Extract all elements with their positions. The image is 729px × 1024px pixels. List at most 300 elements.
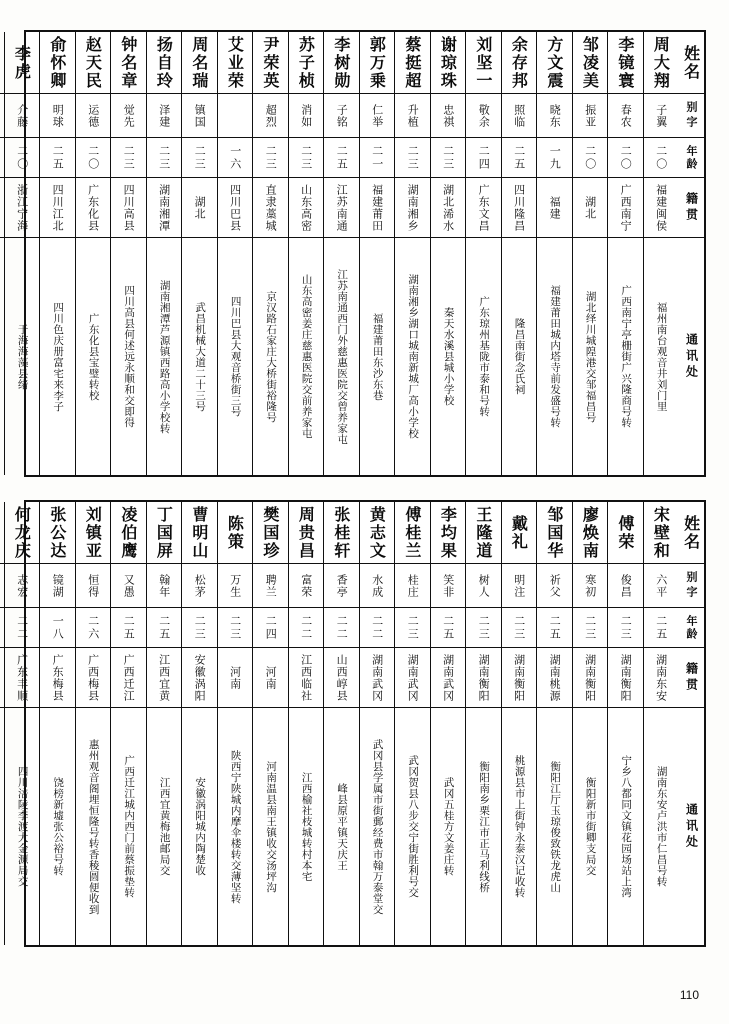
- table-row: [4, 502, 40, 945]
- cell-alias-text: 运德: [86, 103, 100, 128]
- cell-name: [111, 502, 146, 564]
- cell-origin-text: 直隶藁城: [264, 183, 278, 232]
- header-address: [678, 238, 704, 475]
- cell-origin-text: 湖南武冈: [370, 653, 384, 702]
- page-number: 110: [679, 988, 699, 1002]
- cell-name-text: 李均果: [438, 505, 458, 560]
- cell-name-text: 李树勋: [331, 35, 351, 90]
- cell-origin: [502, 648, 537, 708]
- cell-address: [573, 238, 608, 475]
- cell-alias: [218, 564, 253, 608]
- cell-name-text: 陈策: [225, 514, 245, 551]
- cell-alias: [502, 94, 537, 138]
- cell-address: [182, 708, 217, 945]
- cell-origin-text: 湖南湘乡: [406, 183, 420, 232]
- cell-alias: [608, 94, 643, 138]
- cell-alias: [395, 564, 430, 608]
- cell-age: [5, 138, 40, 178]
- header-origin-label: 籍贯: [684, 661, 699, 694]
- cell-address-text: 安徽涡阳城内陶楚收: [194, 777, 207, 876]
- cell-alias: [111, 94, 146, 138]
- cell-alias-text: 祈父: [548, 573, 562, 598]
- cell-age-text: 一六: [228, 144, 242, 171]
- cell-age: [218, 138, 253, 178]
- cell-name: [395, 32, 430, 94]
- cell-origin-text: 四川隆昌: [512, 183, 526, 232]
- table-row: [181, 502, 217, 945]
- cell-origin-text: 四川高县: [122, 183, 136, 232]
- cell-address: [608, 708, 643, 945]
- cell-age-text: 二五: [157, 614, 171, 641]
- cell-alias: [182, 94, 217, 138]
- cell-origin-text: 四川江北: [51, 183, 65, 232]
- cell-origin-text: 湖北浠水: [441, 183, 455, 232]
- cell-name-text: 张公达: [47, 505, 67, 560]
- cell-age: [608, 608, 643, 648]
- cell-age-text: 二五: [122, 614, 136, 641]
- table-row: [501, 32, 537, 475]
- cell-name: [395, 502, 430, 564]
- cell-origin-text: 江苏南通: [335, 183, 349, 232]
- cell-name: [5, 32, 40, 94]
- cell-origin: [111, 178, 146, 238]
- cell-alias: [5, 94, 40, 138]
- cell-age: [40, 138, 75, 178]
- cell-address: [466, 238, 501, 475]
- cell-name-text: 李虎: [12, 44, 32, 81]
- cell-origin: [466, 178, 501, 238]
- cell-name: [431, 502, 466, 564]
- table-row: [146, 32, 182, 475]
- cell-alias-text: 明球: [51, 103, 65, 128]
- cell-age-text: 二四: [477, 144, 491, 171]
- cell-name-text: 艾业荣: [225, 35, 245, 90]
- cell-name-text: 郭万乗: [367, 35, 387, 90]
- cell-origin: [324, 648, 359, 708]
- cell-address: [324, 708, 359, 945]
- cell-origin-text: 广西南宁: [619, 183, 633, 232]
- cell-age: [324, 608, 359, 648]
- cell-address: [182, 238, 217, 475]
- cell-age-text: 二五: [654, 614, 668, 641]
- cell-age-text: 二三: [406, 144, 420, 171]
- cell-alias: [111, 564, 146, 608]
- cell-address-text: 山东高密姜庄慈惠医院交前养家屯: [300, 274, 313, 439]
- cell-origin: [147, 648, 182, 708]
- cell-age: [324, 138, 359, 178]
- cell-origin-text: 湖南湘潭: [157, 183, 171, 232]
- cell-origin: [537, 648, 572, 708]
- cell-age-text: 二三: [512, 614, 526, 641]
- cell-age: [644, 608, 679, 648]
- cell-name-text: 蔡挺超: [402, 35, 422, 90]
- cell-address-text: 湖北绎川城隍港交邹福昌号: [584, 290, 597, 423]
- cell-alias: [395, 94, 430, 138]
- cell-address-text: 武冈县学属市街郵经费市翰万泰堂交: [371, 738, 384, 915]
- cell-age: [360, 138, 395, 178]
- cell-address: [147, 238, 182, 475]
- table-row: [359, 502, 395, 945]
- table-row: [465, 32, 501, 475]
- cell-address-text: 广西迁江城内西门前蔡振垫转: [123, 755, 136, 898]
- cell-alias: [76, 94, 111, 138]
- cell-age-text: 二五: [548, 614, 562, 641]
- table-row: [607, 502, 643, 945]
- cell-origin-text: 湖南武冈: [441, 653, 455, 702]
- header-age-label: 年龄: [684, 614, 698, 641]
- cell-age-text: 二二: [299, 614, 313, 641]
- cell-age: [502, 608, 537, 648]
- table-row: [39, 502, 75, 945]
- cell-alias: [253, 564, 288, 608]
- cell-alias: [40, 564, 75, 608]
- cell-name-text: 李镜寰: [615, 35, 635, 90]
- cell-age-text: 二四: [264, 614, 278, 641]
- cell-address: [218, 708, 253, 945]
- cell-name-text: 钟名章: [118, 35, 138, 90]
- table-row: [288, 32, 324, 475]
- cell-age-text: 二三: [406, 614, 420, 641]
- field-header-column: [678, 32, 704, 475]
- cell-alias-text: 升植: [406, 103, 420, 128]
- cell-address-text: 武昌机械大道二十三号: [194, 301, 207, 412]
- cell-alias-text: 志宏: [15, 573, 29, 598]
- cell-alias: [182, 564, 217, 608]
- cell-address: [40, 708, 75, 945]
- cell-alias-text: 觉先: [122, 103, 136, 128]
- cell-origin: [431, 648, 466, 708]
- cell-alias: [147, 564, 182, 608]
- cell-address-text: 于海海藻县绪: [16, 323, 29, 390]
- cell-age-text: 二二: [15, 614, 29, 641]
- cell-name-text: 戴礼: [509, 514, 529, 551]
- cell-address: [111, 238, 146, 475]
- cell-name-text: 丁国屏: [154, 505, 174, 560]
- table-row: [643, 32, 679, 475]
- cell-age-text: 二〇: [86, 144, 100, 171]
- cell-age: [395, 138, 430, 178]
- cell-alias: [537, 564, 572, 608]
- cell-age-text: 二二: [370, 614, 384, 641]
- cell-alias-text: 寒初: [583, 573, 597, 598]
- cell-age: [111, 138, 146, 178]
- cell-name-text: 扬自玲: [154, 35, 174, 90]
- cell-address: [431, 238, 466, 475]
- cell-address-text: 惠州观音阁埋恒隆号转香稜圆便收到: [87, 738, 100, 915]
- cell-address: [289, 238, 324, 475]
- cell-age: [182, 138, 217, 178]
- table-row: [110, 32, 146, 475]
- cell-alias-text: 晓东: [548, 103, 562, 128]
- cell-alias: [573, 94, 608, 138]
- cell-address-text: 四川色庆册富宅来李子: [52, 301, 65, 412]
- cell-address: [608, 238, 643, 475]
- cell-address: [253, 708, 288, 945]
- header-alias: [678, 94, 704, 138]
- cell-origin: [40, 178, 75, 238]
- cell-name-text: 刘坚一: [473, 35, 493, 90]
- cell-alias: [253, 94, 288, 138]
- cell-alias-text: 六平: [654, 573, 668, 598]
- cell-address-text: 衡阳新市街卿支局交: [584, 777, 597, 876]
- cell-name: [537, 502, 572, 564]
- cell-origin-text: 浙江宁海: [15, 183, 29, 232]
- cell-origin: [573, 178, 608, 238]
- cell-alias-text: 子铭: [335, 103, 349, 128]
- cell-origin: [289, 648, 324, 708]
- cell-alias-text: 恒得: [86, 573, 100, 598]
- cell-address-text: 广东化县宝璧转校: [87, 312, 100, 401]
- cell-age: [608, 138, 643, 178]
- cell-name-text: 余存邦: [509, 35, 529, 90]
- table-row: [217, 502, 253, 945]
- cell-origin-text: 四川巴县: [228, 183, 242, 232]
- cell-alias: [147, 94, 182, 138]
- cell-alias-text: 水成: [370, 573, 384, 598]
- cell-age: [289, 138, 324, 178]
- cell-origin: [289, 178, 324, 238]
- cell-name-text: 俞怀卿: [47, 35, 67, 90]
- table-row: [536, 32, 572, 475]
- cell-address-text: 湖南湘潭芦源镇西路高小学校转: [158, 279, 171, 434]
- cell-address: [5, 238, 40, 475]
- cell-alias-text: 忠祺: [441, 103, 455, 128]
- cell-address-text: 四川高县何述远永顺和交即得: [123, 285, 136, 428]
- cell-age: [466, 608, 501, 648]
- cell-alias-text: 翰年: [157, 573, 171, 598]
- header-alias-label: 别字: [684, 570, 698, 601]
- cell-address: [466, 708, 501, 945]
- cell-age-text: 二〇: [654, 144, 668, 171]
- header-name: [678, 32, 704, 94]
- cell-alias-text: 明注: [512, 573, 526, 598]
- cell-alias: [40, 94, 75, 138]
- table-row: [536, 502, 572, 945]
- cell-origin-text: 湖南衡阳: [512, 653, 526, 702]
- cell-name: [289, 32, 324, 94]
- table-row: [394, 32, 430, 475]
- cell-address: [431, 708, 466, 945]
- cell-age: [537, 138, 572, 178]
- cell-age: [76, 138, 111, 178]
- table-row: [501, 502, 537, 945]
- cell-age: [289, 608, 324, 648]
- header-alias: [678, 564, 704, 608]
- cell-alias-text: 笑非: [441, 573, 455, 598]
- cell-origin: [5, 648, 40, 708]
- cell-origin: [5, 178, 40, 238]
- header-age-label: 年龄: [684, 144, 698, 171]
- cell-alias: [466, 564, 501, 608]
- cell-name: [147, 32, 182, 94]
- cell-age: [76, 608, 111, 648]
- cell-age-text: 二五: [335, 144, 349, 171]
- cell-address-text: 武冈五桂方文姜庄转: [442, 777, 455, 876]
- cell-alias-text: 镜湖: [51, 573, 65, 598]
- cell-alias: [573, 564, 608, 608]
- cell-address-text: 河南温县南王镇收交汤坪沟: [265, 760, 278, 893]
- cell-alias-text: 消如: [299, 103, 313, 128]
- cell-origin: [431, 178, 466, 238]
- cell-origin-text: 安徽涡阳: [193, 653, 207, 702]
- cell-name-text: 赵天民: [83, 35, 103, 90]
- cell-name: [502, 502, 537, 564]
- cell-origin-text: 广东文昌: [477, 183, 491, 232]
- header-address: [678, 708, 704, 945]
- cell-age: [253, 608, 288, 648]
- cell-alias-text: 子翼: [654, 103, 668, 128]
- cell-alias-text: 香亭: [335, 573, 349, 598]
- cell-address-text: 四川涪陵李渡大金源局交: [16, 766, 29, 887]
- cell-address-text: 衡阳江厅玉琼俊致铁龙虎山: [549, 760, 562, 893]
- cell-origin: [608, 648, 643, 708]
- table-row: [252, 502, 288, 945]
- cell-alias: [360, 94, 395, 138]
- cell-age-text: 二三: [228, 614, 242, 641]
- cell-address-text: 江西宜黄梅池邮局交: [158, 777, 171, 876]
- cell-name-text: 邹凌美: [580, 35, 600, 90]
- cell-origin-text: 广东丰顺: [15, 653, 29, 702]
- cell-age: [644, 138, 679, 178]
- cell-address: [76, 708, 111, 945]
- cell-address-text: 福建莆田城内塔寺前发盛号转: [549, 285, 562, 428]
- cell-origin-text: 湖南衡阳: [583, 653, 597, 702]
- header-age: [678, 608, 704, 648]
- cell-name: [537, 32, 572, 94]
- cell-alias: [644, 94, 679, 138]
- cell-name: [573, 32, 608, 94]
- cell-origin-text: 广东梅县: [51, 653, 65, 702]
- roster-table-bottom: [12, 500, 706, 947]
- cell-age: [147, 608, 182, 648]
- cell-name-text: 周贵昌: [296, 505, 316, 560]
- cell-name-text: 傅荣: [615, 514, 635, 551]
- cell-age: [431, 608, 466, 648]
- cell-address: [502, 238, 537, 475]
- cell-origin-text: 广西梅县: [86, 653, 100, 702]
- cell-alias-text: 桂庄: [406, 573, 420, 598]
- cell-age: [573, 608, 608, 648]
- cell-name-text: 傅桂兰: [402, 505, 422, 560]
- cell-age-text: 二三: [157, 144, 171, 171]
- cell-alias: [360, 564, 395, 608]
- cell-name: [147, 502, 182, 564]
- cell-age: [218, 608, 253, 648]
- cell-alias: [76, 564, 111, 608]
- cell-origin: [395, 178, 430, 238]
- field-header-column: [678, 502, 704, 945]
- header-origin: [678, 648, 704, 708]
- cell-address-text: 隆昌南街念氏祠: [513, 318, 526, 395]
- table-row: [110, 502, 146, 945]
- cell-age-text: 二二: [335, 614, 349, 641]
- cell-name: [253, 502, 288, 564]
- cell-age-text: 二三: [193, 614, 207, 641]
- cell-name: [76, 502, 111, 564]
- header-origin-label: 籍贯: [684, 191, 699, 224]
- cell-address-text: 宁乡八都同文镇花园场站上湾: [620, 755, 633, 898]
- cell-alias: [324, 94, 359, 138]
- cell-origin: [253, 648, 288, 708]
- cell-address: [644, 238, 679, 475]
- header-address-label: 通讯处: [684, 802, 699, 851]
- cell-origin: [218, 178, 253, 238]
- cell-address-text: 饶榜新墟张公裕号转: [52, 777, 65, 876]
- cell-age: [537, 608, 572, 648]
- cell-age-text: 二三: [122, 144, 136, 171]
- cell-alias-text: 泽建: [157, 103, 171, 128]
- cell-name-text: 王隆道: [473, 505, 493, 560]
- cell-address: [5, 708, 40, 945]
- cell-address: [289, 708, 324, 945]
- table-row: [394, 502, 430, 945]
- cell-name: [466, 32, 501, 94]
- cell-name: [573, 502, 608, 564]
- cell-name: [324, 502, 359, 564]
- cell-origin: [182, 648, 217, 708]
- cell-alias: [537, 94, 572, 138]
- cell-address: [360, 708, 395, 945]
- cell-name: [40, 32, 75, 94]
- cell-address: [644, 708, 679, 945]
- cell-origin: [502, 178, 537, 238]
- cell-age-text: 二五: [51, 144, 65, 171]
- cell-name: [360, 502, 395, 564]
- cell-address: [111, 708, 146, 945]
- cell-alias-text: 仁举: [370, 103, 384, 128]
- table-row: [465, 502, 501, 945]
- cell-age-text: 二三: [264, 144, 278, 171]
- cell-alias-text: 春农: [619, 103, 633, 128]
- cell-origin: [218, 648, 253, 708]
- cell-origin-text: 湖北: [193, 195, 207, 220]
- cell-alias-text: 松茅: [193, 573, 207, 598]
- cell-age-text: 一八: [51, 614, 65, 641]
- cell-age-text: 二五: [441, 614, 455, 641]
- cell-origin: [537, 178, 572, 238]
- cell-name-text: 廖焕南: [580, 505, 600, 560]
- cell-alias: [324, 564, 359, 608]
- cell-address-text: 广西南宁亭栅街广兴隆商号转: [620, 285, 633, 428]
- cell-age-text: 二三: [299, 144, 313, 171]
- cell-age: [466, 138, 501, 178]
- cell-name-text: 邹国华: [544, 505, 564, 560]
- cell-address-text: 秦天水溪县城小学校: [442, 307, 455, 406]
- cell-origin-text: 福建: [548, 195, 562, 220]
- cell-alias: [431, 94, 466, 138]
- cell-name-text: 凌伯鹰: [118, 505, 138, 560]
- cell-name: [466, 502, 501, 564]
- cell-alias: [608, 564, 643, 608]
- cell-address-text: 江苏南通西门外慈惠医院交曾养家屯: [336, 268, 349, 445]
- cell-origin: [76, 178, 111, 238]
- cell-name: [218, 32, 253, 94]
- table-row: [39, 32, 75, 475]
- cell-origin-text: 湖南武冈: [406, 653, 420, 702]
- cell-name: [40, 502, 75, 564]
- cell-origin: [40, 648, 75, 708]
- cell-alias-text: 介藤: [15, 103, 29, 128]
- cell-name: [218, 502, 253, 564]
- header-origin: [678, 178, 704, 238]
- cell-origin-text: 福建闽侯: [654, 183, 668, 232]
- cell-age: [502, 138, 537, 178]
- cell-address: [395, 238, 430, 475]
- cell-name: [253, 32, 288, 94]
- table-row: [430, 32, 466, 475]
- roster-table-top: [12, 30, 706, 477]
- cell-alias-text: 超烈: [264, 103, 278, 128]
